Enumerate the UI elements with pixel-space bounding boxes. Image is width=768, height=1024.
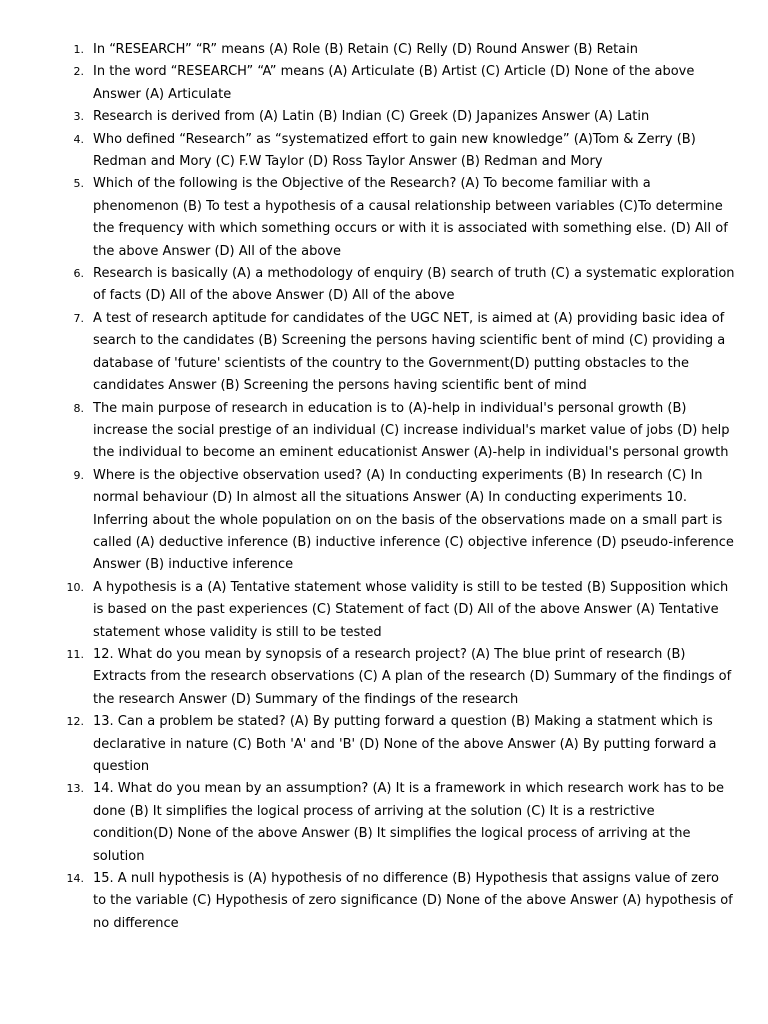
question-item-11 — [0, 644, 735, 711]
question-list — [0, 39, 768, 935]
question-text: Who defined “Research” as “systematized effort to gain new knowledge” (A)Tom & Zerry (B) Redman and Mory (C) F.W Taylor (D) Ross Taylor Answer (B) Redman and Mory — [93, 131, 696, 170]
question-item-9 — [0, 465, 735, 577]
question-number: 14. — [66, 872, 84, 886]
question-item-3 — [0, 106, 735, 128]
question-item-14 — [0, 868, 735, 935]
question-text: Which of the following is the Objective of the Research? (A) To become familiar with a phenomenon (B) To test a hypothesis of a causal relationship between variables (C)To determine the frequency with which something occurs or with it is associated with something else. (D) All of the above Answer (D) All of the above — [93, 176, 728, 259]
question-text: In the word “RESEARCH” “A” means (A) Articulate (B) Artist (C) Article (D) None of the above Answer (A) Articulate — [93, 64, 695, 102]
question-item-8 — [0, 398, 735, 465]
question-number: 4. — [73, 132, 84, 146]
question-number: 1. — [73, 43, 84, 56]
question-number: 2. — [73, 65, 84, 79]
question-item-10 — [0, 577, 735, 644]
question-text: 13. Can a problem be stated? (A) By putting forward a question (B) Making a statment which is declarative in nature (C) Both 'A' and 'B' (D) None of the above Answer (A) By putting forward a question — [93, 714, 717, 774]
question-number: 5. — [73, 177, 84, 191]
question-number: 10. — [66, 580, 84, 594]
question-text: 12. What do you mean by synopsis of a research project? (A) The blue print of research (B) Extracts from the research observations (C) A plan of the research (D) Summary of the findings of the research Answer (D) Summary of the findings of the research — [93, 646, 732, 707]
question-item-12 — [0, 711, 735, 778]
question-text: The main purpose of research in education is to (A)-help in individual's personal growth (B) increase the social prestige of an individual (C) increase individual's market value of jobs (D) help the individual to become an eminent educationist Answer (A)-help in individual's personal growth — [93, 400, 730, 461]
question-text: 14. What do you mean by an assumption? (A) It is a framework in which research work has to be done (B) It simplifies the logical process of arriving at the solution (C) It is a restrictive condition(D) None of the above Answer (B) It simplifies the logical process of arriving at the solution — [93, 781, 724, 864]
question-number: 7. — [73, 311, 84, 325]
question-text: Where is the objective observation used? (A) In conducting experiments (B) In research (C) In normal behaviour (D) In almost all the situations Answer (A) In conducting experiments 10. Inferring about the whole population on on the basis of the observations made on a small part is called (A) deductive inference (B) inductive inference (C) objective inference (D) pseudo-inference Answer (B) inductive inference — [93, 467, 734, 573]
question-text: In “RESEARCH” “R” means (A) Role (B) Retain (C) Relly (D) Round Answer (B) Retain — [93, 42, 638, 57]
question-item-7 — [0, 308, 735, 398]
question-text: 15. A null hypothesis is (A) hypothesis of no difference (B) Hypothesis that assigns value of zero to the variable (C) Hypothesis of zero significance (D) None of the above Answer (A) hypothesis of no difference — [93, 871, 733, 931]
question-number: 13. — [66, 782, 84, 796]
question-number: 8. — [73, 401, 84, 415]
question-item-6 — [0, 263, 735, 308]
question-text: A hypothesis is a (A) Tentative statement whose validity is still to be tested (B) Supposition which is based on the past experiences (C) Statement of fact (D) All of the above Answer (A) Tentative statement whose validity is still to be tested — [93, 579, 729, 640]
question-number: 9. — [73, 468, 84, 482]
question-item-4 — [0, 129, 735, 174]
question-item-13 — [0, 778, 735, 868]
question-text: Research is basically (A) a methodology of enquiry (B) search of truth (C) a systematic exploration of facts (D) All of the above Answer (D) All of the above — [93, 266, 735, 304]
question-number: 11. — [66, 647, 84, 661]
question-text: Research is derived from (A) Latin (B) Indian (C) Greek (D) Japanizes Answer (A) Latin — [93, 109, 650, 125]
question-item-1 — [0, 39, 735, 61]
question-item-5 — [0, 173, 735, 263]
question-number: 6. — [73, 267, 84, 281]
question-number: 12. — [66, 715, 84, 729]
question-text: A test of research aptitude for candidates of the UGC NET, is aimed at (A) providing basic idea of search to the candidates (B) Screening the persons having scientific bent of mind (C) providing a database of 'future' scientists of the country to the Government(D) putting obstacles to the candidates Answer (B) Screening the persons having scientific bent of mind — [93, 310, 726, 394]
question-number: 3. — [73, 110, 84, 124]
question-item-2 — [0, 61, 735, 106]
